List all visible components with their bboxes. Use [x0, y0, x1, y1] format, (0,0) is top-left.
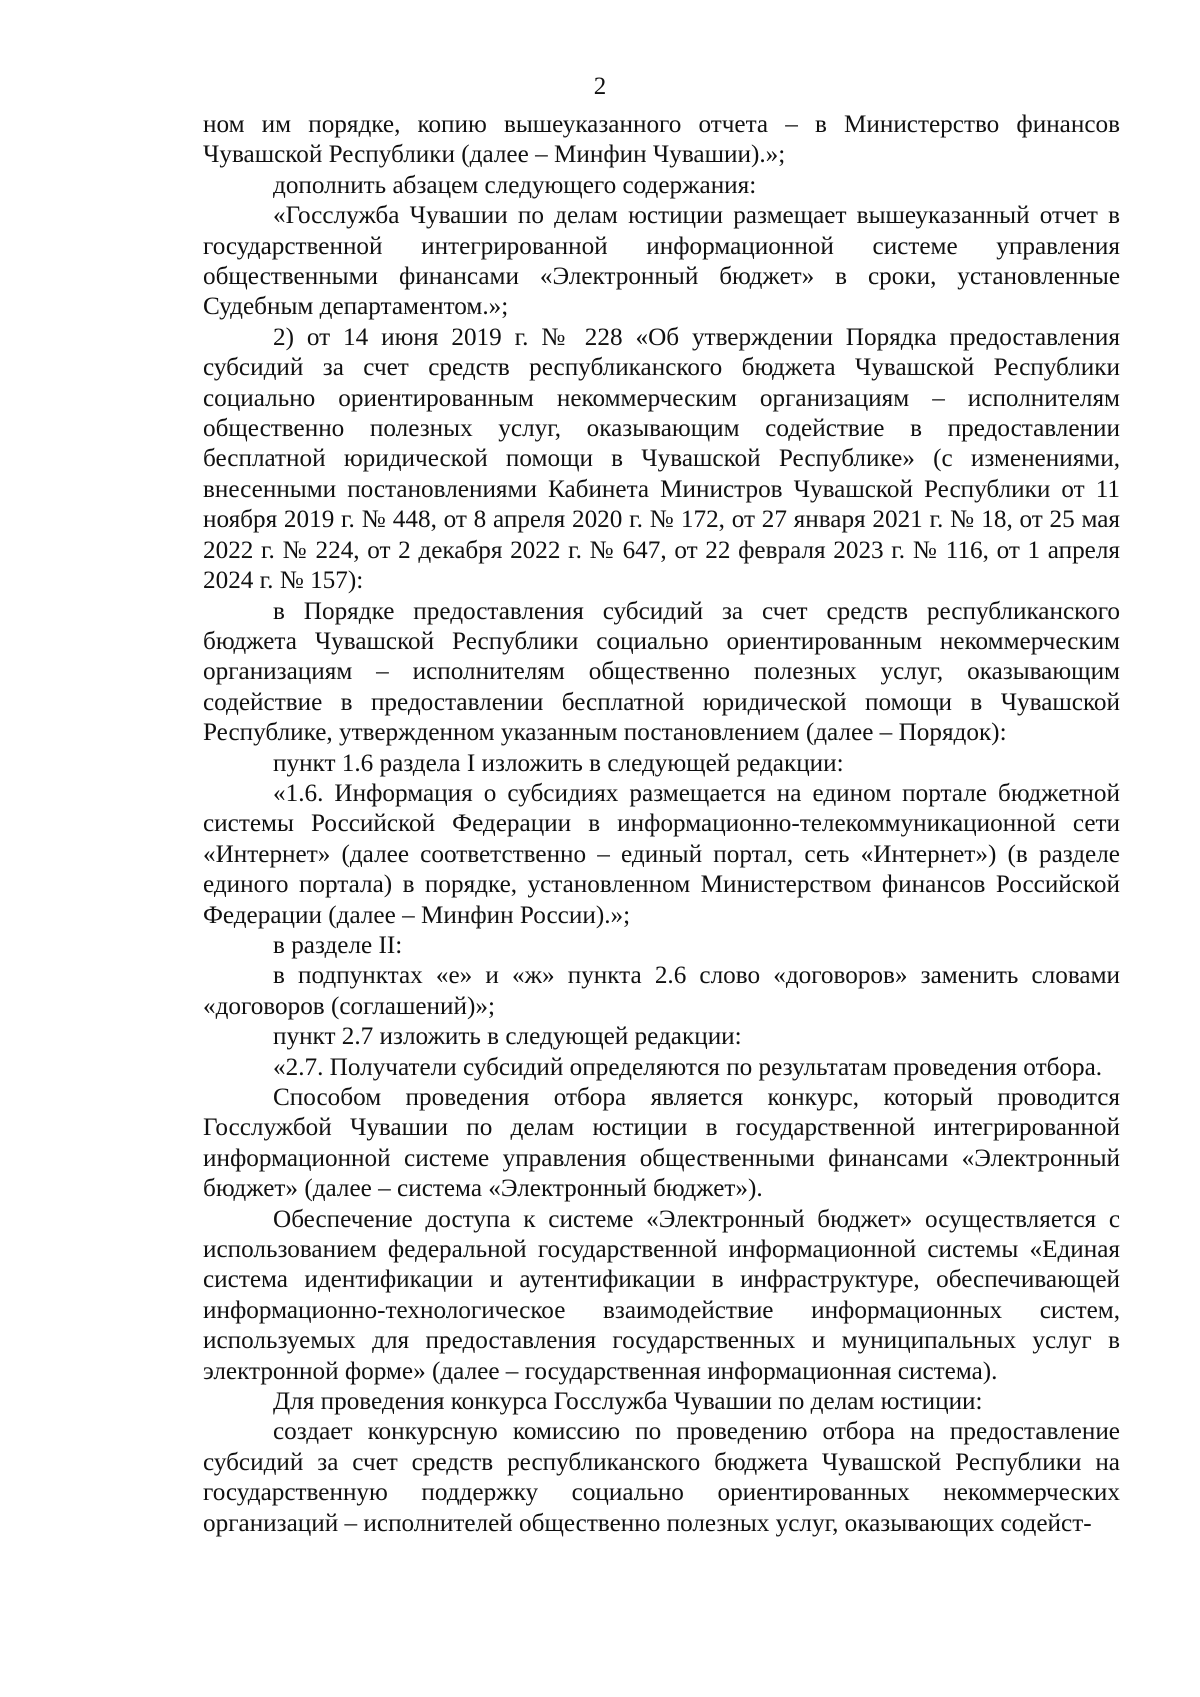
paragraph-12: Способом проведения отбора является конкурс, который проводится Госслужбой Чувашии по делам юстиции в государственной интегрированной информационной системе управления общественными финансами «Электронный бюджет» (далее – система «Электронный бюджет»).: [203, 1084, 1120, 1203]
paragraph-1: ном им порядке, копию вышеуказанного отчета – в Министерство финансов Чувашской Республики (далее – Минфин Чувашии).»;: [203, 111, 1120, 169]
paragraph-15: создает конкурсную комиссию по проведению отбора на предоставление субсидий за счет средств республиканского бюджета Чувашской Республики на государственную поддержку социально ориентированных некоммерческих организаций – исполнителей общественно полезных услуг, оказывающих содейст-: [203, 1418, 1120, 1537]
paragraph-10: пункт 2.7 изложить в следующей редакции:: [273, 1023, 742, 1051]
paragraph-5: в Порядке предоставления субсидий за счет средств республиканского бюджета Чувашской Республики социально ориентированным некоммерческим организациям – исполнителям общественно полезных услуг, оказывающим содействие в предоставлении бесплатной юридической помощи в Чувашской Республике, утвержденном указанным постановлением (далее – Порядок):: [203, 597, 1120, 747]
document-body: [203, 110, 1120, 1539]
paragraph-6: пункт 1.6 раздела I изложить в следующей редакции:: [273, 749, 844, 777]
paragraph-13: Обеспечение доступа к системе «Электронный бюджет» осуществляется с использованием федеральной государственной информационной системы «Единая система идентификации и аутентификации в инфраструктуре, обеспечивающей информационно-технологическое взаимодействие информационных систем, используемых для предоставления государственных и муниципальных услуг в электронной форме» (далее – государственная информационная система).: [203, 1205, 1120, 1385]
paragraph-14: Для проведения конкурса Госслужба Чувашии по делам юстиции:: [273, 1388, 983, 1416]
paragraph-7: «1.6. Информация о субсидиях размещается на едином портале бюджетной системы Российской Федерации в информационно-телекоммуникационной сети «Интернет» (далее соответственно – единый портал, сеть «Интернет») (в разделе единого портала) в порядке, установленном Министерством финансов Российской Федерации (далее – Минфин России).»;: [203, 779, 1120, 929]
paragraph-9: в подпунктах «е» и «ж» пункта 2.6 слово «договоров» заменить словами «договоров (соглашений)»;: [203, 962, 1120, 1020]
paragraph-8: в разделе II:: [273, 931, 403, 959]
paragraph-3: «Госслужба Чувашии по делам юстиции размещает вышеуказанный отчет в государственной интегрированной информационной системе управления общественными финансами «Электронный бюджет» в сроки, установленные Судебным департаментом.»;: [203, 202, 1120, 321]
paragraph-11: «2.7. Получатели субсидий определяются по результатам проведения отбора.: [273, 1053, 1103, 1081]
paragraph-4: 2) от 14 июня 2019 г. № 228 «Об утверждении Порядка предоставления субсидий за счет средств республиканского бюджета Чувашской Республики социально ориентированным некоммерческим организациям – исполнителям общественно полезных услуг, оказывающим содействие в предоставлении бесплатной юридической помощи в Чувашской Республике» (с изменениями, внесенными постановлениями Кабинета Министров Чувашской Республики от 11 ноября 2019 г. № 448, от 8 апреля 2020 г. № 172, от 27 января 2021 г. № 18, от 25 мая 2022 г. № 224, от 2 декабря 2022 г. № 647, от 22 февраля 2023 г. № 116, от 1 апреля 2024 г. № 157):: [203, 323, 1120, 595]
paragraph-2: дополнить абзацем следующего содержания:: [273, 171, 757, 199]
page-number: 2: [593, 73, 607, 100]
